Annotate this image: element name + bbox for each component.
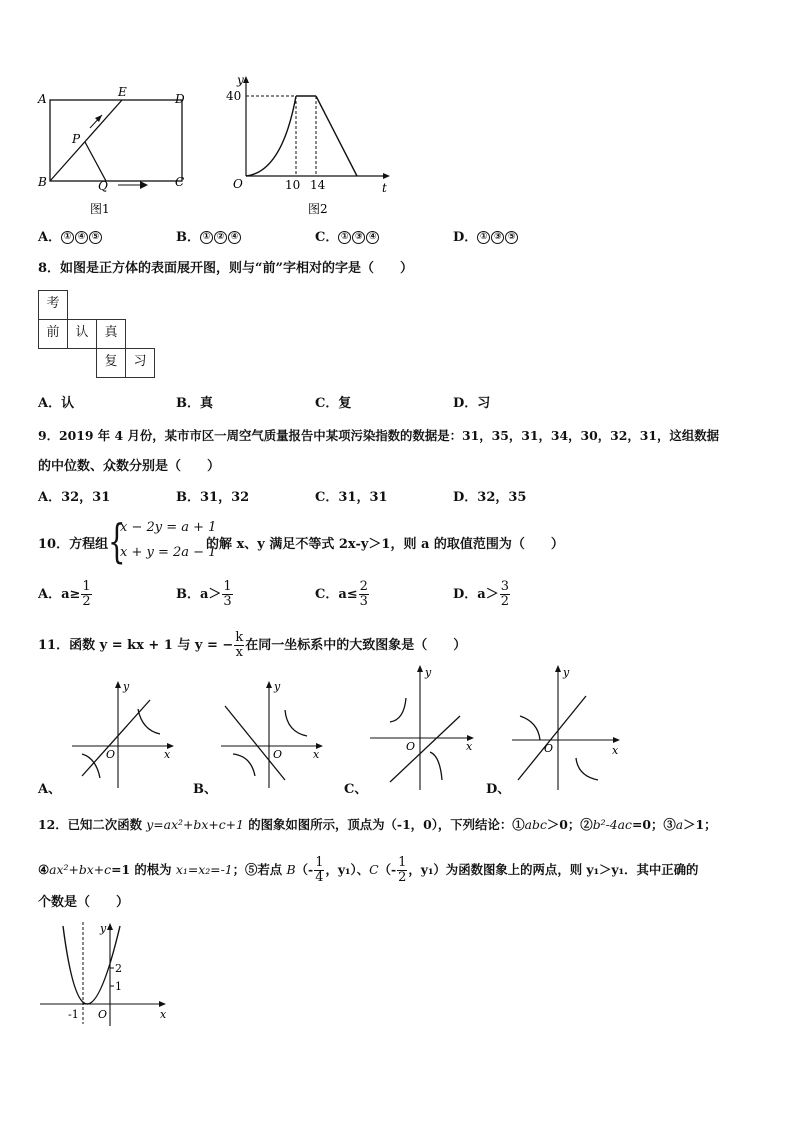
q10-option-b[interactable]: B．a＞ $\frac{1}{3}$ (176, 579, 232, 609)
svg-text:x: x (612, 744, 619, 757)
net-cell-xi: 习 (125, 348, 155, 378)
fig2-x2: 14 (310, 178, 326, 192)
q11-label-a: A、 (38, 782, 62, 797)
net-cell-ren: 认 (67, 319, 97, 349)
q11-graph-b[interactable] (215, 676, 330, 796)
q11-label-b: B、 (193, 782, 217, 797)
net-cell-zhen: 真 (96, 319, 126, 349)
q10-option-d[interactable]: D．a＞ $\frac{3}{2}$ (453, 579, 509, 609)
q8-option-b[interactable]: B．真 (176, 396, 213, 411)
svg-text:1: 1 (115, 980, 122, 993)
svg-text:x: x (466, 740, 473, 753)
fig2-y-value: 40 (226, 89, 242, 103)
svg-text:y: y (100, 922, 107, 935)
svg-text:y: y (425, 666, 432, 679)
q10-system-brace: { (108, 514, 126, 568)
svg-text:x: x (160, 1008, 167, 1021)
q9-option-a[interactable]: A．32，31 (38, 490, 111, 505)
q11-graph-d[interactable] (508, 660, 626, 795)
fig2-x1: 10 (285, 178, 301, 192)
q11-label-c: C、 (344, 782, 368, 797)
q10-equation-2: x + y = 2a − 1 (120, 545, 217, 560)
svg-text:y: y (123, 680, 130, 693)
q9-stem-line2: 的中位数、众数分别是（ ） (38, 459, 221, 474)
net-cell-fu: 复 (96, 348, 126, 378)
q12-stem-line3: 个数是（ ） (38, 895, 130, 910)
figure-2-graph (220, 72, 400, 220)
svg-text:O: O (106, 748, 116, 761)
svg-text:O: O (273, 748, 283, 761)
fig1-label-a: A (38, 92, 47, 106)
net-cell-kao: 考 (38, 290, 68, 320)
q7-option-d[interactable]: D． ① ③ ⑤ (453, 231, 519, 244)
fig1-label-d: D (175, 92, 185, 106)
fig2-caption: 图2 (308, 202, 328, 216)
q10-option-a[interactable]: A．a≥ $\frac{1}{2}$ (38, 579, 91, 609)
svg-text:O: O (98, 1008, 108, 1021)
q12-stem-line1: 12．已知二次函数 y=ax²+bx+c+1 的图象如图所示，顶点为（-1，0），下列结论：①abc＞0；②b²-4ac=0；③a＞1； (38, 817, 717, 832)
q9-option-d[interactable]: D．32，35 (453, 490, 527, 505)
fig1-label-e: E (118, 85, 127, 99)
q10-option-c[interactable]: C．a≤ $\frac{2}{3}$ (315, 579, 368, 609)
fig1-label-p: P (72, 132, 81, 146)
svg-text:x: x (313, 748, 320, 761)
fig2-origin: O (233, 177, 243, 191)
svg-text:y: y (274, 680, 281, 693)
q9-option-c[interactable]: C．31，31 (315, 490, 388, 505)
q7-option-a[interactable]: A． ① ④ ⑤ (38, 231, 103, 244)
svg-text:2: 2 (115, 962, 122, 975)
figure-1-rectangle (30, 80, 205, 220)
q8-stem: 8．如图是正方体的表面展开图，则与“前”字相对的字是（ ） (38, 261, 414, 276)
q8-option-d[interactable]: D．习 (453, 396, 491, 411)
q8-option-a[interactable]: A．认 (38, 396, 75, 411)
svg-text:O: O (406, 740, 416, 753)
q11-stem: 11．函数 y = kx + 1 与 y = − $\frac{k}{x}$ 在同一坐标系中的大致图象是（ ） (38, 630, 467, 660)
fig2-t-label: t (382, 181, 387, 195)
q8-option-c[interactable]: C．复 (315, 396, 352, 411)
q9-stem-line1: 9．2019 年 4 月份，某市市区一周空气质量报告中某项污染指数的数据是：31，35，31，34，30，32，31，这组数据 (38, 428, 719, 443)
net-cell-qian: 前 (38, 319, 68, 349)
q12-stem-line2: ④ax²+bx+c=1 的根为 x₁=x₂=-1；⑤若点 B（- $\frac{1}{4}$ ，y₁）、C（- $\frac{1}{2}$ ，y₁）为函数图象上的两点，则 y₁＞y₁．其中正确的 (38, 855, 699, 885)
svg-text:-1: -1 (68, 1008, 79, 1021)
fig1-label-q: Q (98, 179, 108, 193)
svg-text:O: O (544, 742, 554, 755)
fig1-label-c: C (175, 175, 185, 189)
q11-graph-a[interactable] (66, 676, 181, 796)
q11-graph-c[interactable] (366, 660, 481, 795)
q10-prefix: 10．方程组 (38, 537, 109, 552)
fig1-label-b: B (38, 175, 47, 189)
q7-option-b[interactable]: B． ① ② ④ (176, 231, 242, 244)
fig2-y-label: y (237, 73, 244, 87)
svg-text:y: y (563, 666, 570, 679)
q10-suffix: 的解 x、y 满足不等式 2x-y＞1，则 a 的取值范围为（ ） (206, 537, 564, 552)
svg-text:x: x (164, 748, 171, 761)
q11-label-d: D、 (486, 782, 511, 797)
q7-option-c[interactable]: C． ① ③ ④ (315, 231, 380, 244)
q12-parabola-graph (36, 918, 176, 1030)
q9-option-b[interactable]: B．31，32 (176, 490, 250, 505)
fig1-caption: 图1 (90, 202, 110, 216)
q10-equation-1: x − 2y = a + 1 (120, 520, 217, 535)
cube-net (38, 290, 158, 380)
